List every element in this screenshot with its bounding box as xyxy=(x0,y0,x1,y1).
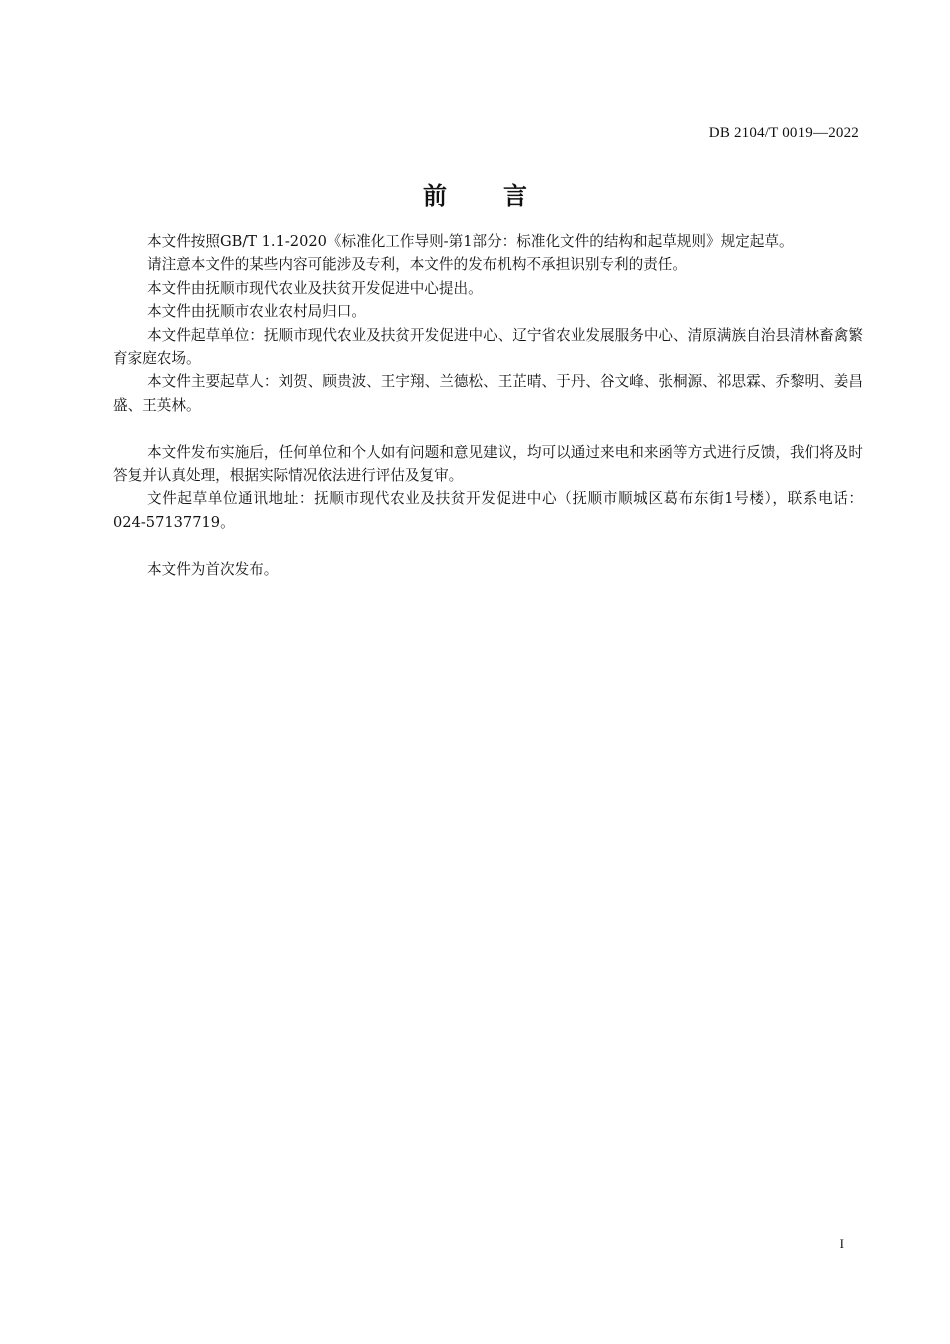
spacer xyxy=(113,534,863,557)
paragraph-drafters: 本文件主要起草人：刘贺、顾贵波、王宇翔、兰德松、王芷晴、于丹、谷文峰、张桐源、祁思霖、乔黎明、姜昌盛、王英林。 xyxy=(113,373,863,414)
paragraph-patent-notice: 请注意本文件的某些内容可能涉及专利，本文件的发布机构不承担识别专利的责任。 xyxy=(147,256,687,274)
paragraph-contact-address: 文件起草单位通讯地址：抚顺市现代农业及扶贫开发促进中心（抚顺市顺城区葛布东街1号楼），联系电话：024-57137719。 xyxy=(113,490,863,531)
paragraph-feedback: 本文件发布实施后，任何单位和个人如有问题和意见建议，均可以通过来电和来函等方式进行反馈，我们将及时答复并认真处理，根据实际情况依法进行评估及复审。 xyxy=(113,443,863,485)
title-char-1: 前 xyxy=(423,182,447,210)
page-title xyxy=(0,176,950,211)
paragraph-centralized-unit: 本文件由抚顺市农业农村局归口。 xyxy=(147,303,366,321)
paragraph-drafting-rules: 本文件按照GB/T 1.1-2020《标准化工作导则-第1部分：标准化文件的结构和起草规则》规定起草。 xyxy=(147,233,794,250)
foreword-body xyxy=(113,230,863,581)
title-char-2: 言 xyxy=(503,182,527,210)
paragraph-first-release: 本文件为首次发布。 xyxy=(147,560,279,578)
document-code: DB 2104/T 0019—2022 xyxy=(708,125,859,141)
paragraph-proposer: 本文件由抚顺市现代农业及扶贫开发促进中心提出。 xyxy=(147,279,483,297)
page-number: I xyxy=(839,1236,844,1251)
paragraph-drafting-units: 本文件起草单位：抚顺市现代农业及扶贫开发促进中心、辽宁省农业发展服务中心、清原满族自治县清林畜禽繁育家庭农场。 xyxy=(113,326,863,368)
spacer xyxy=(113,417,863,440)
